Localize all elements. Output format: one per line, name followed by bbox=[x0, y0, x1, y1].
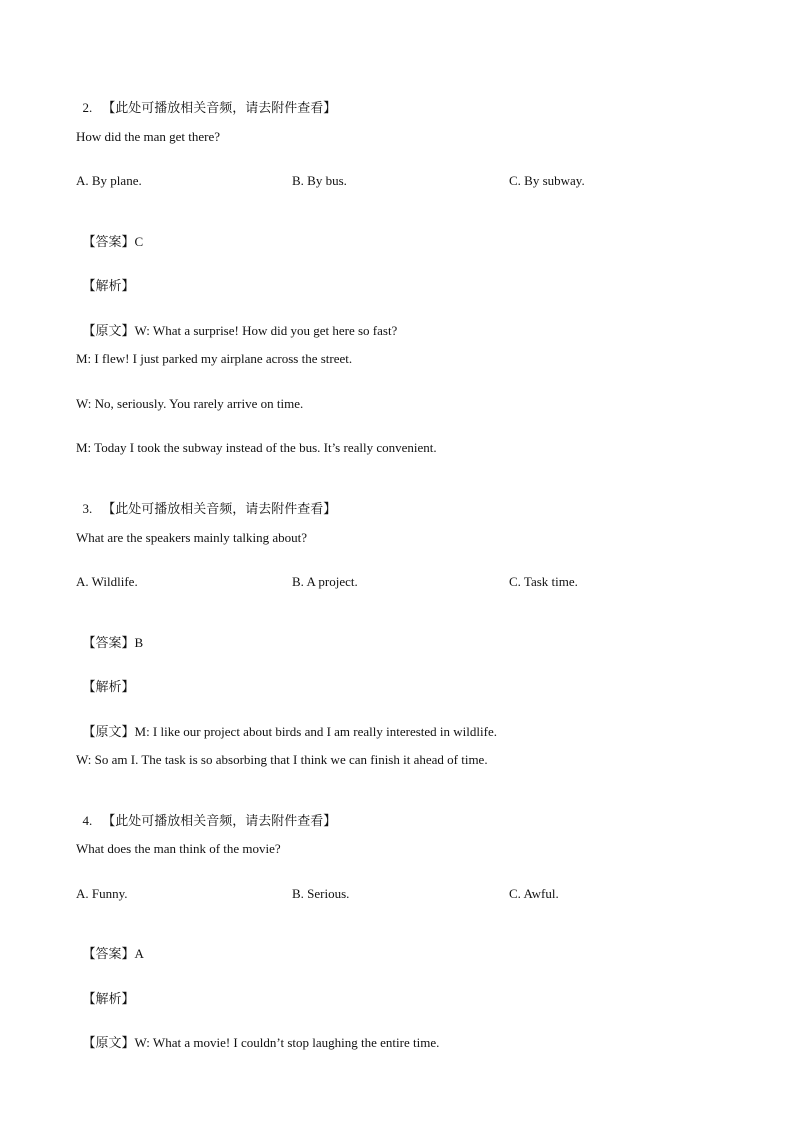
transcript-line bbox=[76, 307, 397, 340]
question-number: 2. bbox=[82, 100, 93, 115]
answer-line bbox=[76, 218, 143, 251]
analysis-tag bbox=[76, 262, 135, 295]
original-tag: 【原文】 bbox=[82, 324, 135, 339]
transcript-line: W: No, seriously. You rarely arrive on time. bbox=[76, 396, 304, 411]
question-3-text: What are the speakers mainly talking about? bbox=[76, 530, 308, 545]
option-b: B. By bus. bbox=[292, 173, 347, 188]
answer-tag: 【答案】 bbox=[82, 947, 135, 962]
answer-value: B bbox=[134, 635, 144, 650]
answer-line bbox=[76, 930, 144, 963]
original-tag: 【原文】 bbox=[82, 1036, 135, 1051]
answer-value: C bbox=[134, 234, 144, 249]
question-3-header bbox=[76, 485, 336, 518]
option-c: C. Awful. bbox=[509, 886, 559, 901]
question-2-text: How did the man get there? bbox=[76, 129, 221, 144]
transcript-line: M: I flew! I just parked my airplane across the street. bbox=[76, 351, 353, 366]
analysis-label: 【解析】 bbox=[82, 279, 135, 294]
audio-note: 【此处可播放相关音频，请去附件查看】 bbox=[102, 814, 337, 829]
analysis-tag bbox=[76, 975, 135, 1008]
question-number: 4. bbox=[82, 813, 93, 828]
question-4-text: What does the man think of the movie? bbox=[76, 841, 281, 856]
question-number: 3. bbox=[82, 501, 93, 516]
transcript-line: M: Today I took the subway instead of the bus. It’s really convenient. bbox=[76, 440, 437, 455]
option-a: A. Wildlife. bbox=[76, 574, 138, 589]
answer-line bbox=[76, 619, 143, 652]
analysis-label: 【解析】 bbox=[82, 992, 135, 1007]
analysis-label: 【解析】 bbox=[82, 680, 135, 695]
option-c: C. Task time. bbox=[509, 574, 578, 589]
question-4-header bbox=[76, 797, 336, 830]
option-a: A. Funny. bbox=[76, 886, 128, 901]
question-2-header bbox=[76, 84, 336, 117]
original-tag: 【原文】 bbox=[82, 725, 135, 740]
transcript-line bbox=[76, 1019, 439, 1052]
transcript-line bbox=[76, 708, 497, 741]
answer-tag: 【答案】 bbox=[82, 235, 135, 250]
audio-note: 【此处可播放相关音频，请去附件查看】 bbox=[102, 101, 337, 116]
option-a: A. By plane. bbox=[76, 173, 142, 188]
option-b: B. A project. bbox=[292, 574, 358, 589]
analysis-tag bbox=[76, 663, 135, 696]
option-b: B. Serious. bbox=[292, 886, 350, 901]
transcript-text: W: What a surprise! How did you get here so fast? bbox=[134, 323, 398, 338]
audio-note: 【此处可播放相关音频，请去附件查看】 bbox=[102, 502, 337, 517]
transcript-line: W: So am I. The task is so absorbing that I think we can finish it ahead of time. bbox=[76, 752, 488, 767]
transcript-text: W: What a movie! I couldn’t stop laughing the entire time. bbox=[134, 1035, 440, 1050]
answer-tag: 【答案】 bbox=[82, 636, 135, 651]
option-c: C. By subway. bbox=[509, 173, 585, 188]
answer-value: A bbox=[134, 946, 144, 961]
transcript-text: M: I like our project about birds and I am really interested in wildlife. bbox=[134, 724, 497, 739]
